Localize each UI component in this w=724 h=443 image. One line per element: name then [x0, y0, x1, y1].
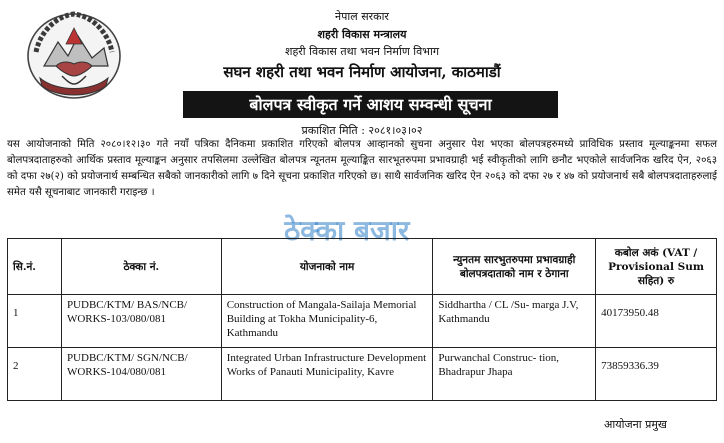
row-contract-no: PUDBC/KTM/ BAS/NCB/ WORKS-103/080/081	[61, 295, 221, 348]
row-project-name: Construction of Mangala-Sailaja Memorial Building at Tokha Municipality-6, Kathmandu	[221, 295, 433, 348]
watermark-text: ठेक्का बजार	[284, 214, 410, 247]
row-project-name: Integrated Urban Infrastructure Development Works of Panauti Municipality, Kavre	[221, 348, 433, 401]
row-amount: 40173950.48	[601, 307, 659, 319]
header-amount: कबोल अकं (VAT / Provisional Sum सहित) रु	[596, 239, 717, 295]
project-chief-signatory: आयोजना प्रमुख	[604, 418, 667, 431]
header-project-name: योजनाको नाम	[221, 239, 433, 295]
award-table	[7, 238, 717, 401]
table-row	[8, 295, 717, 348]
header-contract-no: ठेक्का नं.	[61, 239, 221, 295]
row-contract-no: PUDBC/KTM/ SGN/NCB/ WORKS-104/080/081	[61, 348, 221, 401]
ministry-name: शहरी विकास मन्त्रालय	[317, 28, 407, 41]
published-date: प्रकाशित मिति : २०८१।०३।०२	[301, 124, 423, 137]
row-bidder: Purwanchal Construc- tion, Bhadrapur Jhapa	[433, 348, 596, 401]
row-serial: 1	[13, 307, 19, 319]
header-serial: सि.नं.	[8, 239, 62, 295]
department-name: शहरी विकास तथा भवन निर्माण विभाग	[284, 45, 440, 58]
government-name: नेपाल सरकार	[335, 10, 389, 23]
notice-body: यस आयोजनाको मिति २०८०।१२।३० गते नयाँ पत्रिका दैनिकमा प्रकाशित गरिएको बोलपत्र आव्हानको सुचना अनुसार पेश भएका बोलपत्रहरुमध्ये प्राविधिक प्रस्ताव मूल्याङ्कनमा सफल बोलपत्रदाताहरुको आर्थिक प्रस्ताव मूल्याङ्कन अनुसार तपसिलमा उल्लेखित बोलपत्र न्यूनतम मूल्याङ्कित सारभूतरुपमा प्रभावग्राही भई स्वीकृतीको लागि छनौट भएकोले सार्वजनिक खरिद ऐन, २०६३ को दफा २७(२) को प्रयोजनार्थ सम्बन्धित सबैको जानकारीको लागि ७ दिने सूचना प्रकाशित गरिएको छ। साथै सार्वजनिक खरिद ऐन २०६३ को दफा २७ र ४७ को प्रयोजनार्थ सबै बोलपत्रदाताहरुलाई समेत यसै सूचनाबाट जानकारी गराइन्छ ।	[7, 139, 717, 198]
header-bidder: न्युनतम सारभुतरुपमा प्रभावग्राही बोलपत्रदाताको नाम र ठेगाना	[433, 239, 596, 295]
row-bidder: Siddhartha / CL /Su- marga J.V, Kathmandu	[433, 295, 596, 348]
table-row	[8, 348, 717, 401]
office-name: सघन शहरी तथा भवन निर्माण आयोजना, काठमाडौं	[223, 63, 501, 81]
table-header-row	[8, 239, 717, 295]
row-serial: 2	[13, 360, 19, 372]
row-amount: 73859336.39	[601, 360, 659, 372]
notice-title: बोलपत्र स्वीकृत गर्ने आशय सम्वन्धी सूचना	[183, 91, 558, 118]
